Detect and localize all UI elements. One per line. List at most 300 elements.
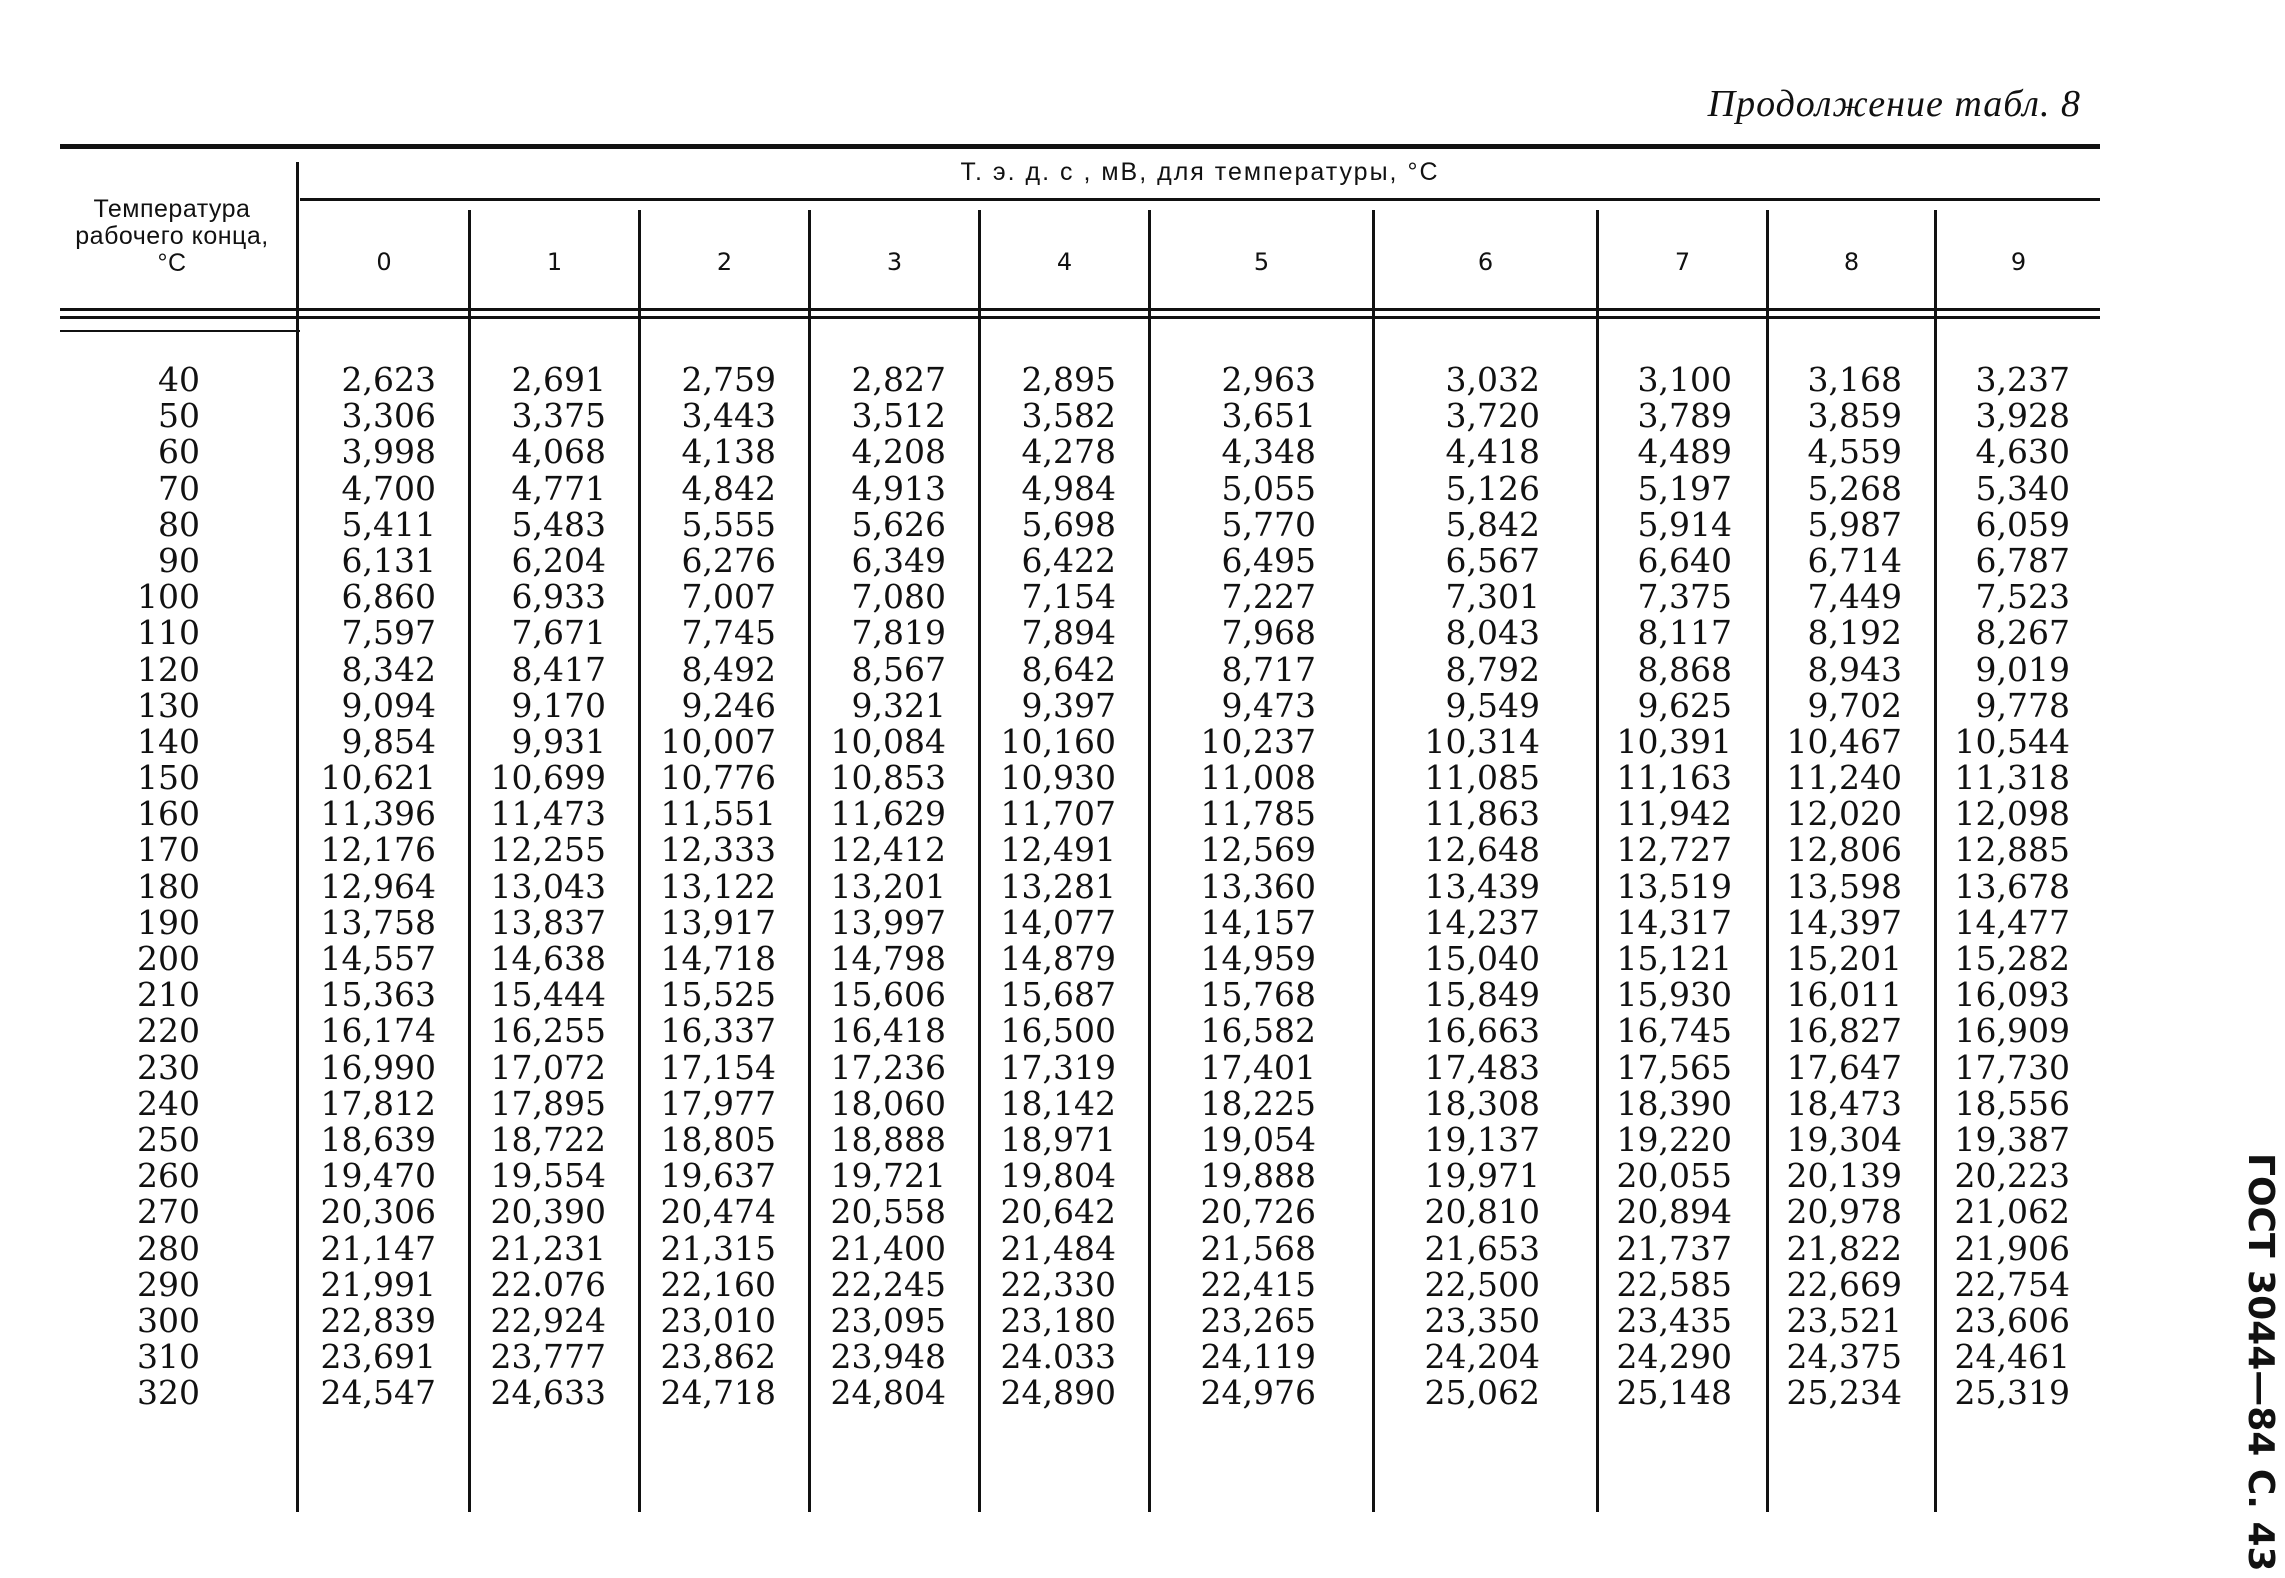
table-cell: 9,473 bbox=[1221, 685, 1316, 725]
table-cell: 12,020 bbox=[1786, 794, 1902, 834]
table-cell: 3,032 bbox=[1445, 360, 1540, 399]
table-cell: 4,208 bbox=[851, 432, 946, 472]
table-cell: 6,714 bbox=[1807, 540, 1902, 580]
table-cell: 22,160 bbox=[660, 1264, 776, 1304]
table-cell: 9,019 bbox=[1975, 649, 2070, 689]
table-cell: 24,890 bbox=[1000, 1373, 1116, 1413]
table-cell: 15,768 bbox=[1200, 975, 1316, 1015]
table-cell: 12,727 bbox=[1616, 830, 1732, 870]
table-cell: 12,333 bbox=[660, 830, 776, 870]
table-cell: 20,139 bbox=[1786, 1156, 1902, 1196]
table-cell: 19,554 bbox=[490, 1156, 606, 1196]
table-cell: 24,718 bbox=[660, 1373, 776, 1413]
table-cell: 16,909 bbox=[1954, 1011, 2070, 1051]
table-cell: 21,906 bbox=[1954, 1228, 2070, 1268]
table-cell: 6,349 bbox=[851, 540, 946, 580]
group-header-label: Т. э. д. с , мВ, для температуры, °С bbox=[960, 158, 1440, 186]
table-cell: 150 bbox=[137, 758, 200, 798]
column-divider bbox=[468, 210, 471, 1512]
table-cell: 2,963 bbox=[1221, 360, 1316, 399]
table-cell: 22.076 bbox=[490, 1264, 606, 1304]
table-cell: 8,943 bbox=[1807, 649, 1902, 689]
table-cell: 160 bbox=[137, 794, 200, 834]
table-cell: 7,819 bbox=[851, 613, 946, 653]
table-cell: 24,976 bbox=[1200, 1373, 1316, 1413]
table-cell: 120 bbox=[137, 649, 200, 689]
column-divider bbox=[1934, 210, 1937, 1512]
table-cell: 22,924 bbox=[490, 1300, 606, 1340]
table-cell: 13,758 bbox=[320, 902, 436, 942]
table-cell: 20,558 bbox=[830, 1192, 946, 1232]
table-cell: 11,240 bbox=[1786, 758, 1902, 798]
table-cell: 13,598 bbox=[1786, 866, 1902, 906]
column-header-4: 4 bbox=[1056, 248, 1073, 276]
column-header-8: 8 bbox=[1843, 248, 1860, 276]
table-cell: 9,778 bbox=[1975, 685, 2070, 725]
table-cell: 12,176 bbox=[320, 830, 436, 870]
table-cell: 14,157 bbox=[1200, 902, 1316, 942]
table-cell: 8,868 bbox=[1637, 649, 1732, 689]
table-cell: 3,582 bbox=[1021, 396, 1116, 436]
table-cell: 4,984 bbox=[1021, 468, 1116, 508]
table-cell: 18,971 bbox=[1000, 1119, 1116, 1159]
table-cell: 13,837 bbox=[490, 902, 606, 942]
table-cell: 11,785 bbox=[1200, 794, 1316, 834]
table-cell: 2,691 bbox=[511, 360, 606, 399]
column-header-6: 6 bbox=[1477, 248, 1494, 276]
group-header-rule bbox=[300, 198, 2100, 201]
table-cell: 10,084 bbox=[830, 721, 946, 761]
table-cell: 5,626 bbox=[851, 504, 946, 544]
table-cell: 23,265 bbox=[1200, 1300, 1316, 1340]
table-cell: 11,863 bbox=[1424, 794, 1540, 834]
table-cell: 6,422 bbox=[1021, 540, 1116, 580]
table-cell: 5,268 bbox=[1807, 468, 1902, 508]
table-cell: 13,201 bbox=[830, 866, 946, 906]
table-cell: 320 bbox=[137, 1373, 200, 1413]
table-cell: 21,400 bbox=[830, 1228, 946, 1268]
table-cell: 11,163 bbox=[1616, 758, 1732, 798]
emf-column-2 bbox=[660, 362, 776, 1411]
table-cell: 190 bbox=[137, 902, 200, 942]
table-cell: 21,568 bbox=[1200, 1228, 1316, 1268]
table-cell: 18,390 bbox=[1616, 1083, 1732, 1123]
table-cell: 10,237 bbox=[1200, 721, 1316, 761]
table-cell: 50 bbox=[158, 396, 200, 436]
table-cell: 100 bbox=[137, 577, 200, 617]
table-cell: 4,138 bbox=[681, 432, 776, 472]
table-cell: 3,100 bbox=[1637, 360, 1732, 399]
table-cell: 16,093 bbox=[1954, 975, 2070, 1015]
table-cell: 12,412 bbox=[830, 830, 946, 870]
column-header-5: 5 bbox=[1253, 248, 1270, 276]
table-cell: 24,375 bbox=[1786, 1337, 1902, 1377]
table-cell: 20,894 bbox=[1616, 1192, 1732, 1232]
table-cell: 24.033 bbox=[1000, 1337, 1116, 1377]
table-cell: 19,637 bbox=[660, 1156, 776, 1196]
table-cell: 12,098 bbox=[1954, 794, 2070, 834]
table-cell: 80 bbox=[158, 504, 200, 544]
table-cell: 5,987 bbox=[1807, 504, 1902, 544]
table-cell: 19,387 bbox=[1954, 1119, 2070, 1159]
table-cell: 7,745 bbox=[681, 613, 776, 653]
table-cell: 21,231 bbox=[490, 1228, 606, 1268]
table-cell: 8,717 bbox=[1221, 649, 1316, 689]
table-cell: 23,180 bbox=[1000, 1300, 1116, 1340]
table-cell: 21,653 bbox=[1424, 1228, 1540, 1268]
table-cell: 23,435 bbox=[1616, 1300, 1732, 1340]
table-cell: 16,174 bbox=[320, 1011, 436, 1051]
table-cell: 10,160 bbox=[1000, 721, 1116, 761]
column-header-1: 1 bbox=[546, 248, 563, 276]
table-cell: 130 bbox=[137, 685, 200, 725]
table-cell: 10,391 bbox=[1616, 721, 1732, 761]
table-cell: 9,170 bbox=[511, 685, 606, 725]
emf-column-1 bbox=[490, 362, 606, 1411]
table-cell: 18,473 bbox=[1786, 1083, 1902, 1123]
table-cell: 10,544 bbox=[1954, 721, 2070, 761]
table-cell: 14,638 bbox=[490, 939, 606, 978]
header-bottom-rule-1 bbox=[60, 308, 2100, 311]
table-cell: 8,642 bbox=[1021, 649, 1116, 689]
column-header-9: 9 bbox=[2010, 248, 2027, 276]
table-cell: 4,842 bbox=[681, 468, 776, 508]
table-cell: 11,707 bbox=[1000, 794, 1116, 834]
table-cell: 17,319 bbox=[1000, 1047, 1116, 1087]
table-cell: 4,913 bbox=[851, 468, 946, 508]
emf-column-3 bbox=[830, 362, 946, 1411]
table-cell: 20,642 bbox=[1000, 1192, 1116, 1232]
column-divider bbox=[1148, 210, 1151, 1512]
table-cell: 170 bbox=[137, 830, 200, 870]
table-cell: 9,246 bbox=[681, 685, 776, 725]
table-cell: 6,204 bbox=[511, 540, 606, 580]
table-cell: 10,776 bbox=[660, 758, 776, 798]
table-cell: 24,204 bbox=[1424, 1337, 1540, 1377]
table-cell: 18,225 bbox=[1200, 1083, 1316, 1123]
table-cell: 21,484 bbox=[1000, 1228, 1116, 1268]
table-cell: 19,888 bbox=[1200, 1156, 1316, 1196]
side-page-label: ГОСТ 3044—84 С. 43 bbox=[2240, 1153, 2281, 1572]
table-cell: 20,726 bbox=[1200, 1192, 1316, 1232]
table-cell: 9,625 bbox=[1637, 685, 1732, 725]
table-cell: 7,523 bbox=[1975, 577, 2070, 617]
table-cell: 3,306 bbox=[341, 396, 436, 436]
table-cell: 11,008 bbox=[1200, 758, 1316, 798]
table-cell: 16,663 bbox=[1424, 1011, 1540, 1051]
table-cell: 18,805 bbox=[660, 1119, 776, 1159]
table-cell: 23,691 bbox=[320, 1337, 436, 1377]
table-cell: 20,474 bbox=[660, 1192, 776, 1232]
table-cell: 17,647 bbox=[1786, 1047, 1902, 1087]
table-cell: 13,678 bbox=[1954, 866, 2070, 906]
table-cell: 17,812 bbox=[320, 1083, 436, 1123]
table-cell: 24,119 bbox=[1200, 1337, 1316, 1377]
table-cell: 22,669 bbox=[1786, 1264, 1902, 1304]
table-cell: 4,418 bbox=[1445, 432, 1540, 472]
table-cell: 10,930 bbox=[1000, 758, 1116, 798]
column-divider bbox=[1372, 210, 1375, 1512]
table-cell: 14,557 bbox=[320, 939, 436, 978]
table-cell: 19,220 bbox=[1616, 1119, 1732, 1159]
table-cell: 6,787 bbox=[1975, 540, 2070, 580]
temperature-column bbox=[120, 362, 200, 1411]
table-cell: 11,396 bbox=[320, 794, 436, 834]
table-cell: 16,745 bbox=[1616, 1011, 1732, 1051]
table-cell: 18,142 bbox=[1000, 1083, 1116, 1123]
table-cell: 17,072 bbox=[490, 1047, 606, 1087]
table-cell: 20,978 bbox=[1786, 1192, 1902, 1232]
table-cell: 90 bbox=[158, 540, 200, 580]
table-cell: 3,789 bbox=[1637, 396, 1732, 436]
table-cell: 22,245 bbox=[830, 1264, 946, 1304]
table-cell: 10,007 bbox=[660, 721, 776, 761]
table-cell: 9,094 bbox=[341, 685, 436, 725]
emf-column-0 bbox=[320, 362, 436, 1411]
top-rule bbox=[60, 144, 2100, 149]
table-cell: 23,606 bbox=[1954, 1300, 2070, 1340]
table-cell: 25,234 bbox=[1786, 1373, 1902, 1413]
table-cell: 7,007 bbox=[681, 577, 776, 617]
table-cell: 19,304 bbox=[1786, 1119, 1902, 1159]
table-cell: 15,444 bbox=[490, 975, 606, 1015]
table-cell: 5,914 bbox=[1637, 504, 1732, 544]
table-cell: 15,606 bbox=[830, 975, 946, 1015]
column-divider bbox=[638, 210, 641, 1512]
table-cell: 15,040 bbox=[1424, 939, 1540, 978]
table-cell: 14,077 bbox=[1000, 902, 1116, 942]
table-cell: 5,340 bbox=[1975, 468, 2070, 508]
table-cell: 16,990 bbox=[320, 1047, 436, 1087]
table-cell: 10,314 bbox=[1424, 721, 1540, 761]
table-cell: 4,559 bbox=[1807, 432, 1902, 472]
table-cell: 110 bbox=[137, 613, 200, 653]
table-cell: 12,648 bbox=[1424, 830, 1540, 870]
table-cell: 3,859 bbox=[1807, 396, 1902, 436]
table-cell: 5,197 bbox=[1637, 468, 1732, 508]
table-cell: 10,853 bbox=[830, 758, 946, 798]
table-cell: 4,348 bbox=[1221, 432, 1316, 472]
column-divider bbox=[808, 210, 811, 1512]
table-cell: 24,290 bbox=[1616, 1337, 1732, 1377]
table-cell: 19,054 bbox=[1200, 1119, 1316, 1159]
table-cell: 6,567 bbox=[1445, 540, 1540, 580]
table-cell: 22,330 bbox=[1000, 1264, 1116, 1304]
table-cell: 18,639 bbox=[320, 1119, 436, 1159]
emf-column-4 bbox=[1000, 362, 1116, 1411]
table-cell: 17,483 bbox=[1424, 1047, 1540, 1087]
table-cell: 20,390 bbox=[490, 1192, 606, 1232]
table-cell: 16,582 bbox=[1200, 1011, 1316, 1051]
table-cell: 2,759 bbox=[681, 360, 776, 399]
table-cell: 8,492 bbox=[681, 649, 776, 689]
table-cell: 6,640 bbox=[1637, 540, 1732, 580]
table-cell: 220 bbox=[137, 1011, 200, 1051]
table-cell: 200 bbox=[137, 939, 200, 978]
table-cell: 21,822 bbox=[1786, 1228, 1902, 1268]
table-cell: 250 bbox=[137, 1119, 200, 1159]
table-cell: 3,443 bbox=[681, 396, 776, 436]
table-cell: 24,633 bbox=[490, 1373, 606, 1413]
emf-column-9 bbox=[1954, 362, 2070, 1411]
table-cell: 13,043 bbox=[490, 866, 606, 906]
table-cell: 4,489 bbox=[1637, 432, 1732, 472]
table-cell: 19,137 bbox=[1424, 1119, 1540, 1159]
table-cell: 4,630 bbox=[1975, 432, 2070, 472]
table-cell: 70 bbox=[158, 468, 200, 508]
table-cell: 3,375 bbox=[511, 396, 606, 436]
table-cell: 19,721 bbox=[830, 1156, 946, 1196]
table-cell: 12,255 bbox=[490, 830, 606, 870]
table-cell: 8,567 bbox=[851, 649, 946, 689]
table-cell: 14,317 bbox=[1616, 902, 1732, 942]
table-cell: 23,010 bbox=[660, 1300, 776, 1340]
table-cell: 7,301 bbox=[1445, 577, 1540, 617]
table-cell: 15,121 bbox=[1616, 939, 1732, 978]
table-cell: 3,998 bbox=[341, 432, 436, 472]
table-cell: 22,754 bbox=[1954, 1264, 2070, 1304]
table-cell: 8,043 bbox=[1445, 613, 1540, 653]
table-cell: 3,512 bbox=[851, 396, 946, 436]
table-cell: 23,777 bbox=[490, 1337, 606, 1377]
table-cell: 11,942 bbox=[1616, 794, 1732, 834]
column-divider bbox=[1766, 210, 1769, 1512]
table-cell: 6,933 bbox=[511, 577, 606, 617]
table-cell: 9,321 bbox=[851, 685, 946, 725]
table-cell: 21,991 bbox=[320, 1264, 436, 1304]
table-cell: 6,131 bbox=[341, 540, 436, 580]
table-cell: 12,491 bbox=[1000, 830, 1116, 870]
table-cell: 8,267 bbox=[1975, 613, 2070, 653]
table-cell: 4,771 bbox=[511, 468, 606, 508]
table-cell: 23,948 bbox=[830, 1337, 946, 1377]
table-cell: 13,439 bbox=[1424, 866, 1540, 906]
table-cell: 14,879 bbox=[1000, 939, 1116, 978]
table-cell: 15,201 bbox=[1786, 939, 1902, 978]
table-cell: 8,117 bbox=[1637, 613, 1732, 653]
table-cell: 16,418 bbox=[830, 1011, 946, 1051]
column-divider bbox=[296, 162, 299, 1512]
table-cell: 280 bbox=[137, 1228, 200, 1268]
table-cell: 3,651 bbox=[1221, 396, 1316, 436]
column-header-0: 0 bbox=[376, 248, 392, 276]
table-cell: 8,792 bbox=[1445, 649, 1540, 689]
table-cell: 25,148 bbox=[1616, 1373, 1732, 1413]
table-cell: 14,397 bbox=[1786, 902, 1902, 942]
table-cell: 8,417 bbox=[511, 649, 606, 689]
table-cell: 7,080 bbox=[851, 577, 946, 617]
table-cell: 14,237 bbox=[1424, 902, 1540, 942]
table-cell: 20,055 bbox=[1616, 1156, 1732, 1196]
table-caption: Продолжение табл. 8 bbox=[1707, 83, 2081, 125]
table-cell: 9,854 bbox=[341, 721, 436, 761]
emf-column-7 bbox=[1616, 362, 1732, 1411]
table-cell: 7,968 bbox=[1221, 613, 1316, 653]
table-cell: 22,839 bbox=[320, 1300, 436, 1340]
table-cell: 10,621 bbox=[320, 758, 436, 798]
table-cell: 9,549 bbox=[1445, 685, 1540, 725]
table-cell: 19,971 bbox=[1424, 1156, 1540, 1196]
table-cell: 180 bbox=[137, 866, 200, 906]
table-cell: 12,964 bbox=[320, 866, 436, 906]
table-cell: 15,525 bbox=[660, 975, 776, 1015]
table-cell: 5,126 bbox=[1445, 468, 1540, 508]
table-cell: 18,556 bbox=[1954, 1083, 2070, 1123]
table-cell: 8,192 bbox=[1807, 613, 1902, 653]
column-header-3: 3 bbox=[886, 248, 903, 276]
table-cell: 2,827 bbox=[851, 360, 946, 399]
emf-column-8 bbox=[1786, 362, 1902, 1411]
table-cell: 15,687 bbox=[1000, 975, 1116, 1015]
table-cell: 7,671 bbox=[511, 613, 606, 653]
column-header-2: 2 bbox=[716, 248, 733, 276]
table-cell: 8,342 bbox=[341, 649, 436, 689]
table-cell: 18,722 bbox=[490, 1119, 606, 1159]
table-cell: 22,500 bbox=[1424, 1264, 1540, 1304]
table-cell: 310 bbox=[137, 1337, 200, 1377]
table-cell: 17,895 bbox=[490, 1083, 606, 1123]
table-cell: 7,449 bbox=[1807, 577, 1902, 617]
table-cell: 2,623 bbox=[341, 360, 436, 399]
table-cell: 16,011 bbox=[1786, 975, 1902, 1015]
table-cell: 20,810 bbox=[1424, 1192, 1540, 1232]
table-cell: 19,804 bbox=[1000, 1156, 1116, 1196]
table-cell: 23,095 bbox=[830, 1300, 946, 1340]
table-cell: 15,282 bbox=[1954, 939, 2070, 978]
table-cell: 7,375 bbox=[1637, 577, 1732, 617]
table-cell: 7,597 bbox=[341, 613, 436, 653]
table-cell: 25,319 bbox=[1954, 1373, 2070, 1413]
table-cell: 14,477 bbox=[1954, 902, 2070, 942]
table-cell: 240 bbox=[137, 1083, 200, 1123]
table-cell: 5,483 bbox=[511, 504, 606, 544]
table-cell: 11,085 bbox=[1424, 758, 1540, 798]
emf-column-5 bbox=[1200, 362, 1316, 1411]
table-cell: 3,720 bbox=[1445, 396, 1540, 436]
table-cell: 9,397 bbox=[1021, 685, 1116, 725]
table-cell: 16,337 bbox=[660, 1011, 776, 1051]
table-cell: 20,306 bbox=[320, 1192, 436, 1232]
table-cell: 270 bbox=[137, 1192, 200, 1232]
table-cell: 13,917 bbox=[660, 902, 776, 942]
table-cell: 22,585 bbox=[1616, 1264, 1732, 1304]
table-cell: 5,555 bbox=[681, 504, 776, 544]
table-cell: 3,168 bbox=[1807, 360, 1902, 399]
table-cell: 15,930 bbox=[1616, 975, 1732, 1015]
table-cell: 16,255 bbox=[490, 1011, 606, 1051]
table-cell: 5,411 bbox=[341, 504, 436, 544]
column-divider bbox=[978, 210, 981, 1512]
table-cell: 4,068 bbox=[511, 432, 606, 472]
column-header-7: 7 bbox=[1674, 248, 1691, 276]
table-cell: 6,860 bbox=[341, 577, 436, 617]
emf-column-6 bbox=[1424, 362, 1540, 1411]
table-cell: 6,276 bbox=[681, 540, 776, 580]
table-cell: 20,223 bbox=[1954, 1156, 2070, 1196]
table-cell: 40 bbox=[158, 360, 200, 399]
table-cell: 60 bbox=[158, 432, 200, 472]
table-cell: 13,122 bbox=[660, 866, 776, 906]
table-cell: 14,959 bbox=[1200, 939, 1316, 978]
table-cell: 13,519 bbox=[1616, 866, 1732, 906]
table-cell: 14,798 bbox=[830, 939, 946, 978]
table-cell: 9,931 bbox=[511, 721, 606, 761]
table-cell: 12,569 bbox=[1200, 830, 1316, 870]
body-top-rule bbox=[60, 330, 300, 332]
table-cell: 24,804 bbox=[830, 1373, 946, 1413]
table-cell: 3,237 bbox=[1975, 360, 2070, 399]
table-cell: 17,565 bbox=[1616, 1047, 1732, 1087]
